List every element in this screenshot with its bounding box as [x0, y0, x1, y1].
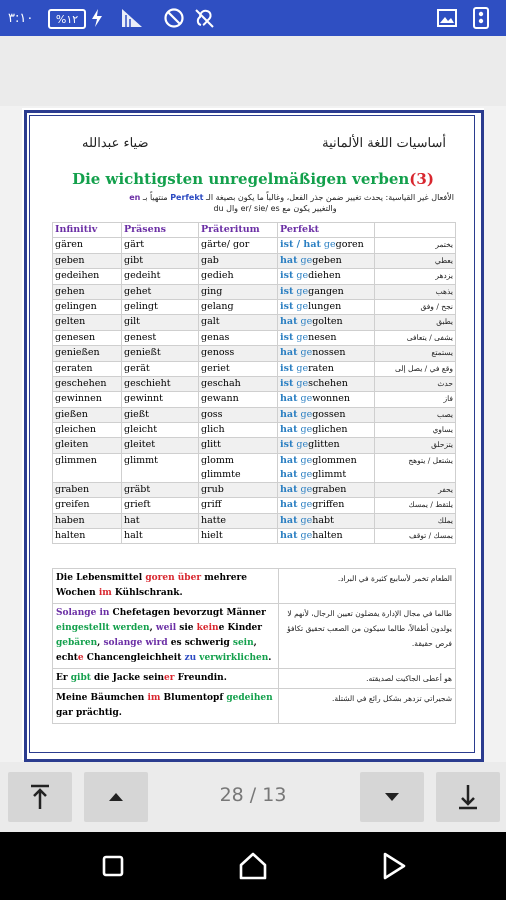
perfekt-aux: hat [280, 468, 298, 480]
prasens-cell: gelingt [124, 300, 158, 312]
infinitiv-cell: gleiten [55, 439, 89, 451]
viewer-toolbar [0, 36, 506, 106]
prasens-cell: geschieht [124, 377, 171, 389]
prasens-cell: glimmt [124, 454, 158, 466]
verbs-table-body [53, 238, 456, 544]
prateritum-cell: goss [201, 408, 223, 420]
note-line2: du وال er/ sie/ es والتغيير يكون مع [213, 204, 337, 213]
prateritum-cell: genoss [201, 347, 235, 359]
home-icon [238, 851, 268, 881]
first-page-button[interactable] [8, 772, 72, 822]
perfekt-aux: ist [280, 439, 294, 451]
back-icon [381, 852, 407, 880]
table-row [53, 361, 456, 376]
last-page-icon [456, 784, 480, 810]
arabic-cell: نجح / وفق [420, 301, 453, 311]
infinitiv-cell: geben [55, 254, 85, 266]
prateritum-cell: griff [201, 499, 222, 511]
prasens-cell: hat [124, 514, 140, 526]
perfekt-aux: ist / hat [280, 239, 321, 251]
arabic-cell: يطبق [436, 317, 453, 327]
infinitiv-cell: geraten [55, 362, 93, 374]
prasens-cell: gedeiht [124, 270, 161, 282]
infinitiv-cell: gedeihen [55, 270, 100, 282]
prateritum-cell: gewann [201, 393, 239, 405]
table-row [53, 315, 456, 330]
battery-indicator: %١٢ [48, 9, 86, 29]
perfekt-participle: gegoren [323, 239, 364, 251]
prasens-cell: gewinnt [124, 393, 163, 405]
chevron-down-icon [384, 792, 400, 802]
perfekt-participle: geglichen [300, 424, 348, 436]
infinitiv-cell: genesen [55, 331, 96, 343]
perfekt-participle: gegraben [300, 483, 347, 495]
example-arabic: هو أعطى الجاكيت لصديقته. [279, 669, 456, 689]
prateritum-alt-cell: glimmte [201, 468, 241, 480]
device-icon [472, 7, 490, 29]
perfekt-aux: ist [280, 377, 294, 389]
previous-page-button[interactable] [84, 772, 148, 822]
perfekt-participle: geschehen [296, 377, 348, 389]
table-row [53, 284, 456, 299]
prateritum-cell: gab [201, 254, 219, 266]
title-number: (3) [409, 170, 434, 188]
arabic-cell: يملك [437, 515, 453, 525]
prasens-cell: gilt [124, 316, 140, 328]
examples-table [52, 568, 456, 724]
arabic-cell: يلتقط / يمسك [408, 500, 453, 510]
prateritum-cell: glich [201, 424, 225, 436]
col-infinitiv: Infinitiv [53, 223, 122, 238]
verbs-table [52, 222, 456, 544]
perfekt-aux: hat [280, 514, 298, 526]
infinitiv-cell: geschehen [55, 377, 107, 389]
home-button[interactable] [235, 848, 271, 884]
note-line1: الأفعال غير القياسية: يحدث تغيير ضمن جذر الفعل، وغالباً ما يكون بصيغة الـ [206, 193, 454, 202]
perfekt-participle: genesen [296, 331, 337, 343]
infinitiv-cell: gehen [55, 285, 85, 297]
perfekt-aux: hat [280, 483, 298, 495]
hearing-aid-off-icon [193, 7, 217, 29]
perfekt-aux: hat [280, 499, 298, 511]
note-perfekt: Perfekt [170, 193, 204, 202]
perfekt-aux: ist [280, 285, 294, 297]
infinitiv-cell: haben [55, 514, 85, 526]
example-row [53, 569, 456, 604]
document-page[interactable] [22, 108, 484, 760]
prasens-cell: gleitet [124, 439, 156, 451]
perfekt-aux: hat [280, 530, 298, 542]
note-en: en [129, 193, 141, 202]
perfekt-participle: geglitten [296, 439, 340, 451]
arabic-cell: وقع في / يصل إلى [395, 363, 453, 373]
example-arabic: شجيراتي تزدهر بشكل رائع في الشتلة. [279, 689, 456, 724]
recent-apps-button[interactable] [95, 848, 131, 884]
perfekt-aux: ist [280, 300, 294, 312]
prateritum-cell: geriet [201, 362, 230, 374]
perfekt-participle: gediehen [296, 270, 341, 282]
perfekt-aux: ist [280, 331, 294, 343]
author-name: ضياء عبدالله [82, 136, 149, 151]
prateritum-cell: genas [201, 331, 230, 343]
prateritum-cell: hatte [201, 514, 227, 526]
prasens-cell: gärt [124, 239, 145, 251]
infinitiv-cell: gelingen [55, 300, 97, 312]
prasens-cell: halt [124, 530, 143, 542]
last-page-button[interactable] [436, 772, 500, 822]
example-row [53, 669, 456, 689]
arabic-cell: يذهب [435, 286, 453, 296]
prasens-cell: gerät [124, 362, 150, 374]
prateritum-cell: gelang [201, 300, 234, 312]
table-row [53, 513, 456, 528]
col-perfekt: Perfekt [278, 223, 375, 238]
charging-icon [90, 7, 104, 29]
infinitiv-cell: genießen [55, 347, 100, 359]
note-line1-end: منتهياً بـ [142, 193, 168, 202]
infinitiv-cell: glimmen [55, 454, 97, 466]
prateritum-cell: grub [201, 483, 224, 495]
arabic-cell: فاز [443, 394, 453, 404]
infinitiv-cell: greifen [55, 499, 90, 511]
perfekt-participle: gegeben [300, 254, 342, 266]
prasens-cell: gräbt [124, 483, 151, 495]
do-not-disturb-icon [163, 7, 185, 29]
arabic-cell: يمسك / توقف [408, 531, 453, 541]
image-icon [437, 7, 457, 29]
example-arabic: طالما في مجال الإدارة يفضلون تعيين الرجال، لأنهم لا يولدون أطفالاً، طالما سيكون من الصعب تحقيق تكافؤ فرص حقيقة. [279, 604, 456, 669]
signal-icon [120, 7, 144, 29]
perfekt-participle: geglommen [300, 454, 357, 466]
arabic-cell: يزدهر [435, 271, 453, 281]
perfekt-aux: hat [280, 254, 298, 266]
table-row [53, 376, 456, 391]
back-button[interactable] [376, 848, 412, 884]
example-row [53, 604, 456, 669]
arabic-cell: يحفر [438, 484, 453, 494]
prasens-cell: grieft [124, 499, 151, 511]
infinitiv-cell: gewinnen [55, 393, 102, 405]
perfekt-aux: hat [280, 424, 298, 436]
examples-table-body [53, 569, 456, 724]
table-row [53, 253, 456, 268]
perfekt-aux: ist [280, 362, 294, 374]
perfekt-participle: gegangen [296, 285, 344, 297]
perfekt-participle: gehabt [300, 514, 334, 526]
perfekt-participle: geraten [296, 362, 334, 374]
square-icon [102, 855, 124, 877]
table-header [53, 223, 456, 238]
infinitiv-cell: halten [55, 530, 86, 542]
example-german: Solange in Chefetagen bevorzugt Männer eingestellt werden, weil sie keine Kinder gebären, solange wird es schwerig sein, echte Chancengleichheit zu verwirklichen. [53, 604, 279, 669]
example-arabic: الطعام تخمر لأسابيع كثيرة في البراد. [279, 569, 456, 604]
arabic-cell: يشتعل / يتوهج [408, 455, 453, 465]
perfekt-participle: gegossen [300, 408, 346, 420]
col-arabic [375, 223, 456, 238]
page-navigation-bar [0, 762, 506, 832]
perfekt-participle: gegolten [300, 316, 343, 328]
table-row [53, 346, 456, 361]
arabic-cell: يختمر [435, 240, 453, 250]
table-row [53, 482, 456, 497]
book-title: أساسيات اللغة الألمانية [322, 136, 446, 151]
prateritum-cell: hielt [201, 530, 223, 542]
intro-note [56, 192, 454, 214]
arabic-cell: يساوي [432, 425, 453, 435]
infinitiv-cell: graben [55, 483, 90, 495]
prasens-cell: gibt [124, 254, 144, 266]
perfekt-aux: hat [280, 316, 298, 328]
perfekt-participle: gehalten [300, 530, 343, 542]
arabic-cell: يتزحلق [431, 440, 453, 450]
example-german: Die Lebensmittel goren über mehrere Wochen im Kühlschrank. [53, 569, 279, 604]
table-row [53, 299, 456, 314]
table-row [53, 330, 456, 345]
perfekt-aux: hat [280, 393, 298, 405]
arabic-cell: يستمتع [431, 348, 453, 358]
infinitiv-cell: gären [55, 239, 84, 251]
arabic-cell: يشفى / يتعافى [406, 332, 453, 342]
table-row [53, 407, 456, 422]
example-row [53, 689, 456, 724]
first-page-icon [28, 784, 52, 810]
table-row [53, 453, 456, 482]
perfekt-participle: genossen [300, 347, 346, 359]
page-indicator: 28 / 13 [219, 784, 287, 806]
chevron-up-icon [108, 792, 124, 802]
status-time: ٣:١٠ [8, 10, 34, 26]
table-row [53, 238, 456, 253]
title-main: Die wichtigsten unregelmäßigen verben [72, 170, 410, 188]
table-row [53, 529, 456, 544]
prateritum-cell: ging [201, 285, 223, 297]
table-row [53, 423, 456, 438]
arabic-cell: حدث [437, 378, 453, 388]
prateritum-cell: gärte/ gor [201, 239, 250, 251]
perfekt-participle: gewonnen [300, 393, 351, 405]
prateritum-cell: glomm [201, 454, 234, 466]
prateritum-cell: galt [201, 316, 220, 328]
prateritum-cell: geschah [201, 377, 241, 389]
arabic-cell: يصب [437, 409, 453, 419]
arabic-cell: يعطي [434, 255, 453, 265]
prateritum-cell: gedieh [201, 270, 234, 282]
prasens-cell: gleicht [124, 424, 158, 436]
prasens-cell: gehet [124, 285, 152, 297]
prasens-cell: genießt [124, 347, 161, 359]
page-title [22, 170, 484, 188]
perfekt-aux: ist [280, 270, 294, 282]
perfekt-aux: hat [280, 454, 298, 466]
perfekt-participle: gelungen [296, 300, 342, 312]
example-german: Meine Bäumchen im Blumentopf gedeihen gar prächtig. [53, 689, 279, 724]
perfekt-participle-alt: geglimmt [300, 468, 347, 480]
perfekt-aux: hat [280, 347, 298, 359]
col-prasens: Präsens [122, 223, 199, 238]
infinitiv-cell: gleichen [55, 424, 96, 436]
status-bar [0, 0, 506, 36]
prasens-cell: genest [124, 331, 157, 343]
table-row [53, 392, 456, 407]
table-row [53, 438, 456, 453]
next-page-button[interactable] [360, 772, 424, 822]
system-nav-bar [0, 832, 506, 900]
prateritum-cell: glitt [201, 439, 221, 451]
infinitiv-cell: gelten [55, 316, 86, 328]
infinitiv-cell: gießen [55, 408, 88, 420]
col-prateritum: Präteritum [199, 223, 278, 238]
example-german: Er gibt die Jacke seiner Freundin. [53, 669, 279, 689]
perfekt-participle: gegriffen [300, 499, 345, 511]
perfekt-aux: hat [280, 408, 298, 420]
table-row [53, 269, 456, 284]
table-row [53, 498, 456, 513]
prasens-cell: gießt [124, 408, 149, 420]
